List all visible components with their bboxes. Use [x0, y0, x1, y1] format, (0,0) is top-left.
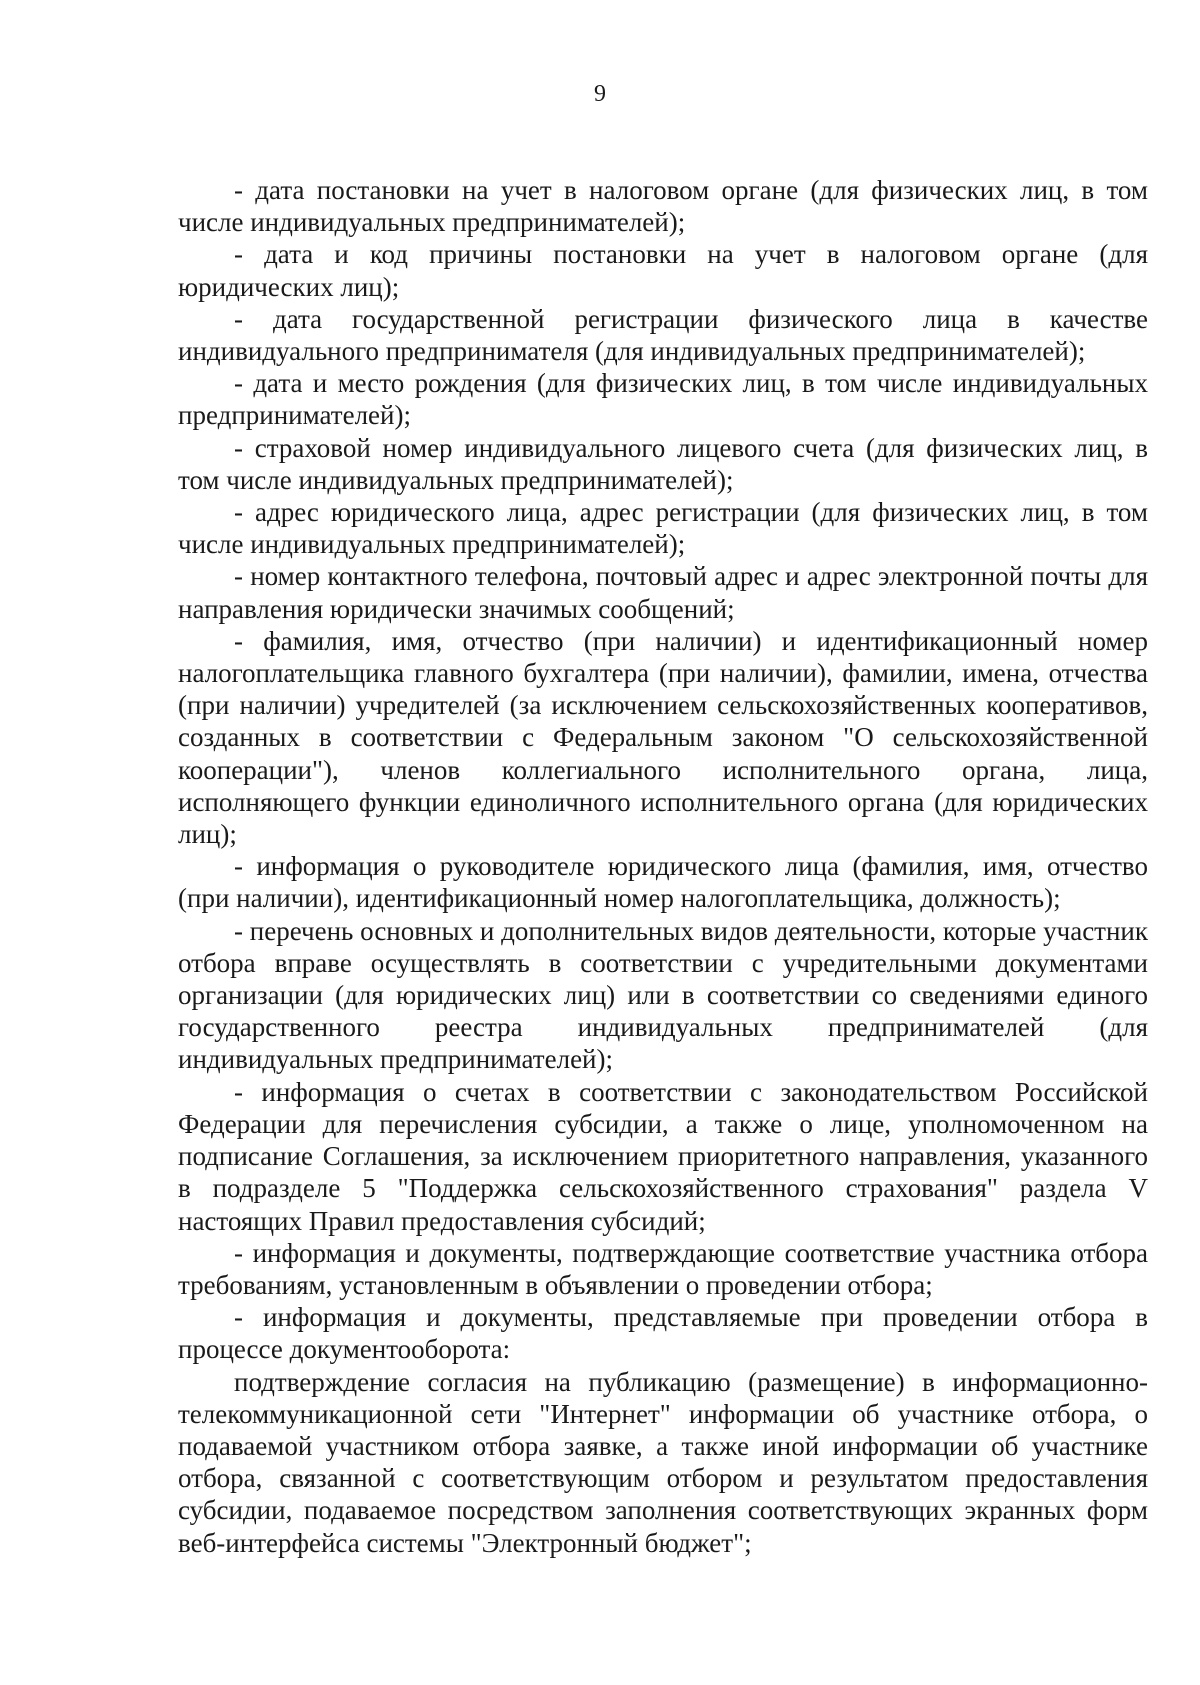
page-number: 9 [594, 81, 606, 107]
paragraph-address: - адрес юридического лица, адрес регистрации (для физических лиц, в том числе индивидуальных предпринимателей); [178, 497, 1148, 560]
paragraph-accounts-info: - информация о счетах в соответствии с законодательством Российской Федерации для перечисления субсидии, а также о лице, уполномоченном на подписание Соглашения, за исключением приоритетного направления, указанного в подразделе 5 "Поддержка сельскохозяйственного страхования" раздела V настоящих Правил предоставления субсидий; [178, 1076, 1148, 1236]
paragraph-activity-types: - перечень основных и дополнительных видов деятельности, которые участник отбора вправе осуществлять в соответствии с учредительными документами организации (для юридических лиц) или в соответствии со сведениями единого государственного реестра индивидуальных предпринимателей (для индивидуальных предпринимателей); [178, 915, 1148, 1075]
paragraph-registration-reason-code: - дата и код причины постановки на учет в налоговом органе (для юридических лиц); [178, 239, 1148, 302]
paragraph-insurance-number: - страховой номер индивидуального лицевого счета (для физических лиц, в том числе индивидуальных предпринимателей); [178, 432, 1148, 495]
paragraph-publication-consent: подтверждение согласия на публикацию (размещение) в информационно-телекоммуникационной сети "Интернет" информации об участнике отбора, о подаваемой участником отбора заявке, а также иной информации об участнике отбора, связанной с соответствующим отбором и результатом предоставления субсидии, подаваемое посредством заполнения соответствующих экранных форм веб-интерфейса системы "Электронный бюджет"; [178, 1366, 1148, 1558]
paragraph-tax-registration-date: - дата постановки на учет в налоговом органе (для физических лиц, в том числе индивидуальных предпринимателей); [178, 175, 1148, 238]
paragraph-birth-date-place: - дата и место рождения (для физических лиц, в том числе индивидуальных предпринимателей); [178, 368, 1148, 431]
paragraph-submitted-documents: - информация и документы, представляемые при проведении отбора в процессе документооборота: [178, 1302, 1148, 1365]
paragraph-compliance-documents: - информация и документы, подтверждающие соответствие участника отбора требованиям, установленным в объявлении о проведении отбора; [178, 1237, 1148, 1300]
document-body [178, 174, 1148, 1559]
paragraph-contact-details: - номер контактного телефона, почтовый адрес и адрес электронной почты для направления юридически значимых сообщений; [178, 561, 1148, 624]
paragraph-persons-info: - фамилия, имя, отчество (при наличии) и идентификационный номер налогоплательщика главного бухгалтера (при наличии), фамилии, имена, отчества (при наличии) учредителей (за исключением сельскохозяйственных кооперативов, созданных в соответствии с Федеральным законом "О сельскохозяйственной кооперации"), членов коллегиального исполнительного органа, лица, исполняющего функции единоличного исполнительного органа (для юридических лиц); [178, 625, 1148, 850]
paragraph-state-registration-date: - дата государственной регистрации физического лица в качестве индивидуального предпринимателя (для индивидуальных предпринимателей); [178, 303, 1148, 367]
paragraph-head-info: - информация о руководителе юридического лица (фамилия, имя, отчество (при наличии), идентификационный номер налогоплательщика, должность); [178, 851, 1148, 914]
